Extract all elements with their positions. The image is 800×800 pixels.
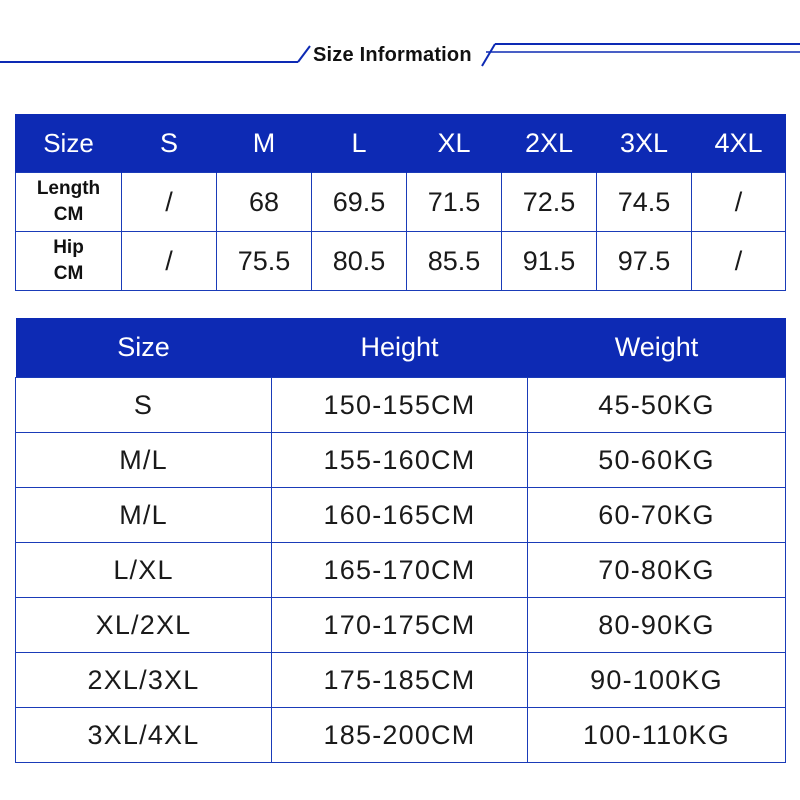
size-cell: S bbox=[16, 378, 272, 433]
hip-row bbox=[16, 232, 786, 291]
height-cell: 185-200CM bbox=[272, 708, 528, 763]
hip-value-4xl: / bbox=[692, 232, 786, 291]
size-cell: XL/2XL bbox=[16, 598, 272, 653]
weight-cell: 70-80KG bbox=[528, 543, 786, 598]
page-title: Size Information bbox=[313, 44, 472, 66]
table-row bbox=[16, 378, 786, 433]
size-header-4xl: 4XL bbox=[692, 114, 786, 173]
size-cell: 2XL/3XL bbox=[16, 653, 272, 708]
size-header-2xl: 2XL bbox=[502, 114, 597, 173]
hip-value-s: / bbox=[122, 232, 217, 291]
size-column-header: Size bbox=[16, 114, 122, 173]
size-column-header: Size bbox=[16, 318, 272, 378]
size-cell: L/XL bbox=[16, 543, 272, 598]
table-row bbox=[16, 708, 786, 763]
length-value-2xl: 72.5 bbox=[502, 173, 597, 232]
length-value-4xl: / bbox=[692, 173, 786, 232]
weight-cell: 45-50KG bbox=[528, 378, 786, 433]
hip-value-3xl: 97.5 bbox=[597, 232, 692, 291]
size-header-m: M bbox=[217, 114, 312, 173]
weight-cell: 60-70KG bbox=[528, 488, 786, 543]
height-cell: 175-185CM bbox=[272, 653, 528, 708]
measurements-table bbox=[15, 114, 786, 291]
hip-value-l: 80.5 bbox=[312, 232, 407, 291]
size-header-3xl: 3XL bbox=[597, 114, 692, 173]
length-row bbox=[16, 173, 786, 232]
hip-value-2xl: 91.5 bbox=[502, 232, 597, 291]
length-row-label bbox=[16, 173, 122, 232]
size-header-s: S bbox=[122, 114, 217, 173]
length-unit: CM bbox=[53, 204, 84, 225]
weight-cell: 80-90KG bbox=[528, 598, 786, 653]
length-value-3xl: 74.5 bbox=[597, 173, 692, 232]
length-value-xl: 71.5 bbox=[407, 173, 502, 232]
weight-cell: 90-100KG bbox=[528, 653, 786, 708]
weight-cell: 50-60KG bbox=[528, 433, 786, 488]
length-label: Length bbox=[36, 178, 101, 199]
table-row bbox=[16, 598, 786, 653]
hip-value-xl: 85.5 bbox=[407, 232, 502, 291]
weight-column-header: Weight bbox=[528, 318, 786, 378]
height-column-header: Height bbox=[272, 318, 528, 378]
size-header-l: L bbox=[312, 114, 407, 173]
height-cell: 155-160CM bbox=[272, 433, 528, 488]
table-row bbox=[16, 488, 786, 543]
size-recommendation-table bbox=[15, 318, 786, 763]
table-row bbox=[16, 433, 786, 488]
length-value-l: 69.5 bbox=[312, 173, 407, 232]
height-cell: 165-170CM bbox=[272, 543, 528, 598]
size-cell: M/L bbox=[16, 433, 272, 488]
section-header bbox=[0, 0, 800, 80]
table-row bbox=[16, 543, 786, 598]
header-decoration-lines bbox=[0, 0, 800, 80]
hip-value-m: 75.5 bbox=[217, 232, 312, 291]
hip-row-label bbox=[16, 232, 122, 291]
size-cell: 3XL/4XL bbox=[16, 708, 272, 763]
size-cell: M/L bbox=[16, 488, 272, 543]
length-value-m: 68 bbox=[217, 173, 312, 232]
recommendation-header-row bbox=[16, 318, 786, 378]
size-header-xl: XL bbox=[407, 114, 502, 173]
length-value-s: / bbox=[122, 173, 217, 232]
hip-unit: CM bbox=[53, 263, 84, 284]
hip-label: Hip bbox=[53, 237, 84, 258]
measurements-header-row bbox=[16, 114, 786, 173]
height-cell: 170-175CM bbox=[272, 598, 528, 653]
height-cell: 160-165CM bbox=[272, 488, 528, 543]
height-cell: 150-155CM bbox=[272, 378, 528, 433]
weight-cell: 100-110KG bbox=[528, 708, 786, 763]
table-row bbox=[16, 653, 786, 708]
